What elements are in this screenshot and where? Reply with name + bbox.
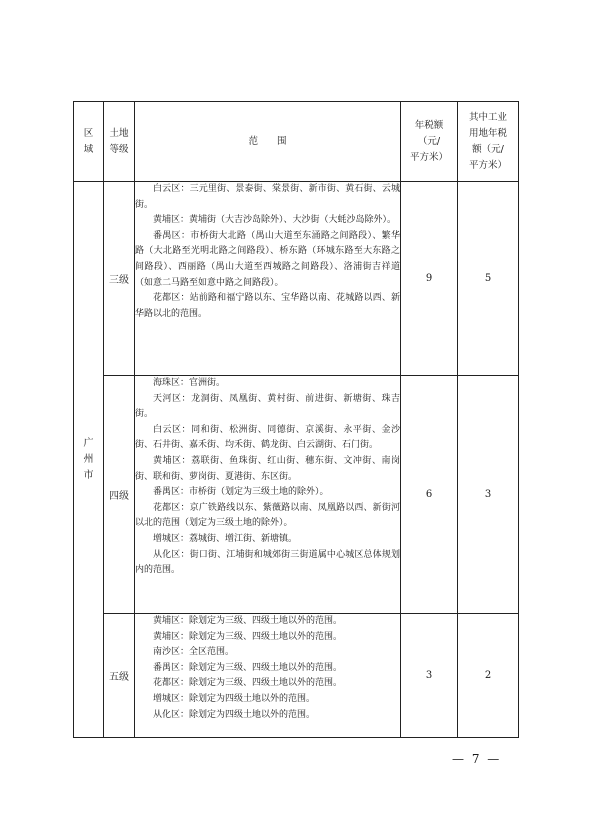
header-annual-tax-line2: （元/ <box>417 135 441 147</box>
header-annual-tax <box>401 102 458 182</box>
level-cell: 五级 <box>104 614 135 738</box>
scope-line: 海珠区：官洲街。 <box>153 378 226 388</box>
annual-tax-value: 9 <box>401 182 458 376</box>
annual-tax-value: 6 <box>401 376 458 614</box>
table-row <box>74 376 519 614</box>
scope-cell <box>135 614 401 738</box>
land-tax-table <box>73 101 519 738</box>
scope-line: 白云区：同和街、松洲街、同德街、京溪街、永平街、金沙街、石井街、嘉禾街、均禾街、鹤龙街、白云湖街、石门街。 <box>135 424 400 451</box>
scope-line: 黄埔区：除划定为三级、四级土地以外的范围。 <box>153 616 343 626</box>
scope-line: 番禺区：市桥街大北路（禺山大道至东涌路之间路段）、繁华路（大北路至光明北路之间路段）、桥东路（环城东路至大东路之间路段）、西丽路（禺山大道至西城路之间路段）、洛浦街吉祥道（如意二马路至如意中路之间路段）。 <box>135 230 400 288</box>
scope-line: 白云区：三元里街、景泰街、棠景街、新市街、黄石街、云城街。 <box>135 184 400 210</box>
level-cell: 三级 <box>104 182 135 376</box>
industrial-tax-value: 3 <box>458 376 519 614</box>
scope-line: 花都区：除划定为三级、四级土地以外的范围。 <box>153 678 343 689</box>
scope-line: 番禺区：除划定为三级、四级土地以外的范围。 <box>153 662 343 673</box>
header-level <box>104 102 135 182</box>
header-region-text: 区域 <box>83 127 94 155</box>
header-industrial-tax <box>458 102 519 182</box>
header-region <box>74 102 104 182</box>
header-industrial-tax-line1: 其中工业 <box>468 111 507 123</box>
scope-line: 从化区：除划定为四级土地以外的范围。 <box>153 709 316 720</box>
scope-line: 花都区：站前路和福宁路以东、宝华路以南、花城路以西、新华路以北的范围。 <box>135 293 400 319</box>
scope-line: 黄埔区：除划定为三级、四级土地以外的范围。 <box>153 631 343 642</box>
header-row <box>74 102 519 182</box>
header-industrial-tax-line3: 额（元/ <box>472 143 504 155</box>
table-row <box>74 614 519 738</box>
scope-line: 花都区：京广铁路线以东、紫薇路以南、凤凰路以西、新街河以北的范围（划定为三级土地的除外）。 <box>135 502 400 529</box>
scope-line: 从化区：街口街、江埔街和城郊街三街道属中心城区总体规划内的范围。 <box>135 549 400 576</box>
header-scope: 范 围 <box>135 102 401 182</box>
scope-line: 南沙区：全区范围。 <box>153 647 235 658</box>
header-industrial-tax-line4: 平方米） <box>468 159 507 171</box>
level-cell: 四级 <box>104 376 135 614</box>
header-annual-tax-line1: 年税额 <box>414 119 444 131</box>
scope-cell <box>135 376 401 614</box>
scope-line: 黄埔区：荔联街、鱼珠街、红山街、穗东街、文冲街、南岗街、联和街、萝岗街、夏港街、东区街。 <box>135 455 400 482</box>
region-name: 广州市 <box>83 437 94 481</box>
region-cell <box>74 182 104 738</box>
scope-line: 番禺区：市桥街（划定为三级土地的除外）。 <box>153 487 329 498</box>
scope-cell <box>135 182 401 376</box>
scope-line: 增城区：除划定为四级土地以外的范围。 <box>153 693 316 704</box>
scope-line: 黄埔区：黄埔街（大吉沙岛除外）、大沙街（大蚝沙岛除外）。 <box>153 215 397 226</box>
scope-line: 天河区：龙洞街、凤凰街、黄村街、前进街、新塘街、珠吉街。 <box>135 393 400 420</box>
industrial-tax-value: 2 <box>458 614 519 738</box>
header-industrial-tax-line2: 用地年税 <box>468 127 507 139</box>
industrial-tax-value: 5 <box>458 182 519 376</box>
header-level-text: 土地等级 <box>109 127 129 155</box>
table-row <box>74 182 519 376</box>
page-number: — 7 — <box>452 752 502 766</box>
scope-line: 增城区：荔城街、增江街、新塘镇。 <box>153 533 298 544</box>
header-annual-tax-line3: 平方米） <box>409 151 448 163</box>
annual-tax-value: 3 <box>401 614 458 738</box>
